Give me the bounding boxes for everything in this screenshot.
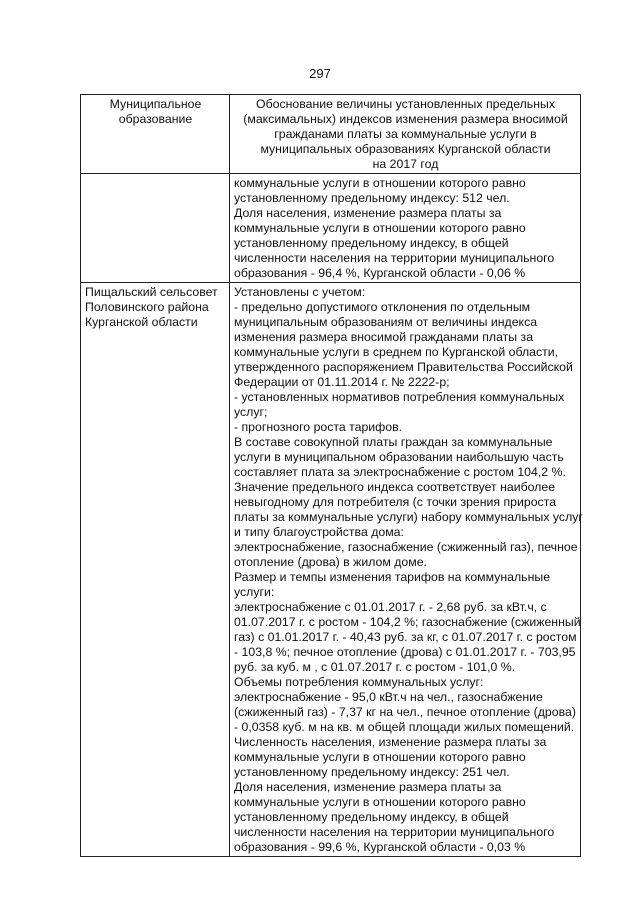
header-municipality bbox=[81, 95, 230, 174]
header-municipality-line: Муниципальное bbox=[109, 97, 202, 111]
municipality-line: Курганской области bbox=[85, 315, 198, 329]
municipality-cell bbox=[81, 283, 230, 857]
text-line: - предельно допустимого отклонения по отдельным bbox=[234, 300, 531, 314]
header-justification-line: гражданами платы за коммунальные услуги в bbox=[274, 127, 537, 141]
text-line: Установлены с учетом: bbox=[234, 285, 366, 299]
text-line: установленному предельному индексу, в общей bbox=[234, 810, 509, 824]
text-line: услуги в муниципальном образовании наибольшую часть bbox=[234, 450, 564, 464]
header-municipality-line: образование bbox=[118, 112, 193, 126]
text-line: - установленных нормативов потребления коммунальных bbox=[234, 390, 565, 404]
text-line: Доля населения, изменение размера платы за bbox=[234, 206, 502, 220]
text-line: численности населения на территории муниципального bbox=[234, 825, 555, 839]
text-line: 01.07.2017 г. с ростом - 104,2 %; газоснабжение (сжиженный bbox=[234, 615, 581, 629]
text-line: Доля населения, изменение размера платы за bbox=[234, 780, 502, 794]
text-line: электроснабжение, газоснабжение (сжиженный газ), печное bbox=[234, 540, 578, 554]
table-row bbox=[81, 174, 581, 283]
municipality-line: Половинского района bbox=[85, 300, 209, 314]
text-line: Значение предельного индекса соответствует наиболее bbox=[234, 480, 556, 494]
text-line: услуг; bbox=[234, 405, 268, 419]
text-line: и типу благоустройства дома: bbox=[234, 525, 404, 539]
text-line: Объемы потребления коммунальных услуг: bbox=[234, 675, 484, 689]
justification-cell bbox=[230, 174, 581, 283]
text-line: отопление (дрова) в жилом доме. bbox=[234, 555, 427, 569]
text-line: составляет плата за электроснабжение с ростом 104,2 %. bbox=[234, 465, 566, 479]
text-line: установленному предельному индексу: 251 чел. bbox=[234, 765, 510, 779]
table-header-row bbox=[81, 95, 581, 174]
text-line: Федерации от 01.11.2014 г. № 2222-р; bbox=[234, 375, 450, 389]
text-line: образования - 96,4 %, Курганской области - 0,06 % bbox=[234, 266, 526, 280]
text-line: услуги: bbox=[234, 585, 275, 599]
text-line: платы за коммунальные услуги) набору коммунальных услуг bbox=[234, 510, 583, 524]
text-line: коммунальные услуги в отношении которого равно bbox=[234, 221, 526, 235]
header-justification bbox=[230, 95, 581, 174]
text-line: установленному предельному индексу: 512 чел. bbox=[234, 191, 510, 205]
text-line: электроснабжение с 01.01.2017 г. - 2,68 руб. за кВт.ч, с bbox=[234, 600, 547, 614]
text-line: - 0,0358 куб. м на кв. м общей площади жилых помещений. bbox=[234, 720, 575, 734]
justification-cell bbox=[230, 283, 581, 857]
table-row bbox=[81, 283, 581, 857]
municipality-line: Пищальский сельсовет bbox=[85, 285, 218, 299]
text-line: газ) с 01.01.2017 г. - 40,43 руб. за кг, с 01.07.2017 г. с ростом bbox=[234, 630, 577, 644]
text-line: электроснабжение - 95,0 кВт.ч на чел., газоснабжение bbox=[234, 690, 543, 704]
text-line: (сжиженный газ) - 7,37 кг на чел., печное отопление (дрова) bbox=[234, 705, 576, 719]
municipality-cell bbox=[81, 174, 230, 283]
text-line: муниципальным образованиям от величины индекса bbox=[234, 315, 538, 329]
text-line: - 103,8 %; печное отопление (дрова) с 01.01.2017 г. - 703,95 bbox=[234, 645, 576, 659]
text-line: изменения размера вносимой гражданами платы за bbox=[234, 330, 534, 344]
text-line: коммунальные услуги в отношении которого равно bbox=[234, 750, 526, 764]
justification-table bbox=[80, 94, 581, 857]
text-line: численности населения на территории муниципального bbox=[234, 251, 555, 265]
header-justification-line: Обоснование величины установленных предельных bbox=[256, 97, 555, 111]
text-line: коммунальные услуги в отношении которого равно bbox=[234, 176, 526, 190]
text-line: установленному предельному индексу, в общей bbox=[234, 236, 509, 250]
text-line: - прогнозного роста тарифов. bbox=[234, 420, 403, 434]
text-line: руб. за куб. м , с 01.07.2017 г. с ростом - 101,0 %. bbox=[234, 660, 516, 674]
header-justification-line: на 2017 год bbox=[372, 157, 439, 171]
text-line: невыгодному для потребителя (с точки зрения прироста bbox=[234, 495, 557, 509]
text-line: утвержденного распоряжением Правительства Российской bbox=[234, 360, 573, 374]
text-line: Численность населения, изменение размера платы за bbox=[234, 735, 547, 749]
header-justification-line: муниципальных образованиях Курганской области bbox=[260, 142, 551, 156]
page-number: 297 bbox=[309, 66, 331, 81]
text-line: В составе совокупной платы граждан за коммунальные bbox=[234, 435, 553, 449]
text-line: коммунальные услуги в среднем по Курганской области, bbox=[234, 345, 559, 359]
text-line: Размер и темпы изменения тарифов на коммунальные bbox=[234, 570, 551, 584]
header-justification-line: (максимальных) индексов изменения размера вносимой bbox=[243, 112, 568, 126]
text-line: образования - 99,6 %, Курганской области - 0,03 % bbox=[234, 840, 526, 854]
text-line: коммунальные услуги в отношении которого равно bbox=[234, 795, 526, 809]
